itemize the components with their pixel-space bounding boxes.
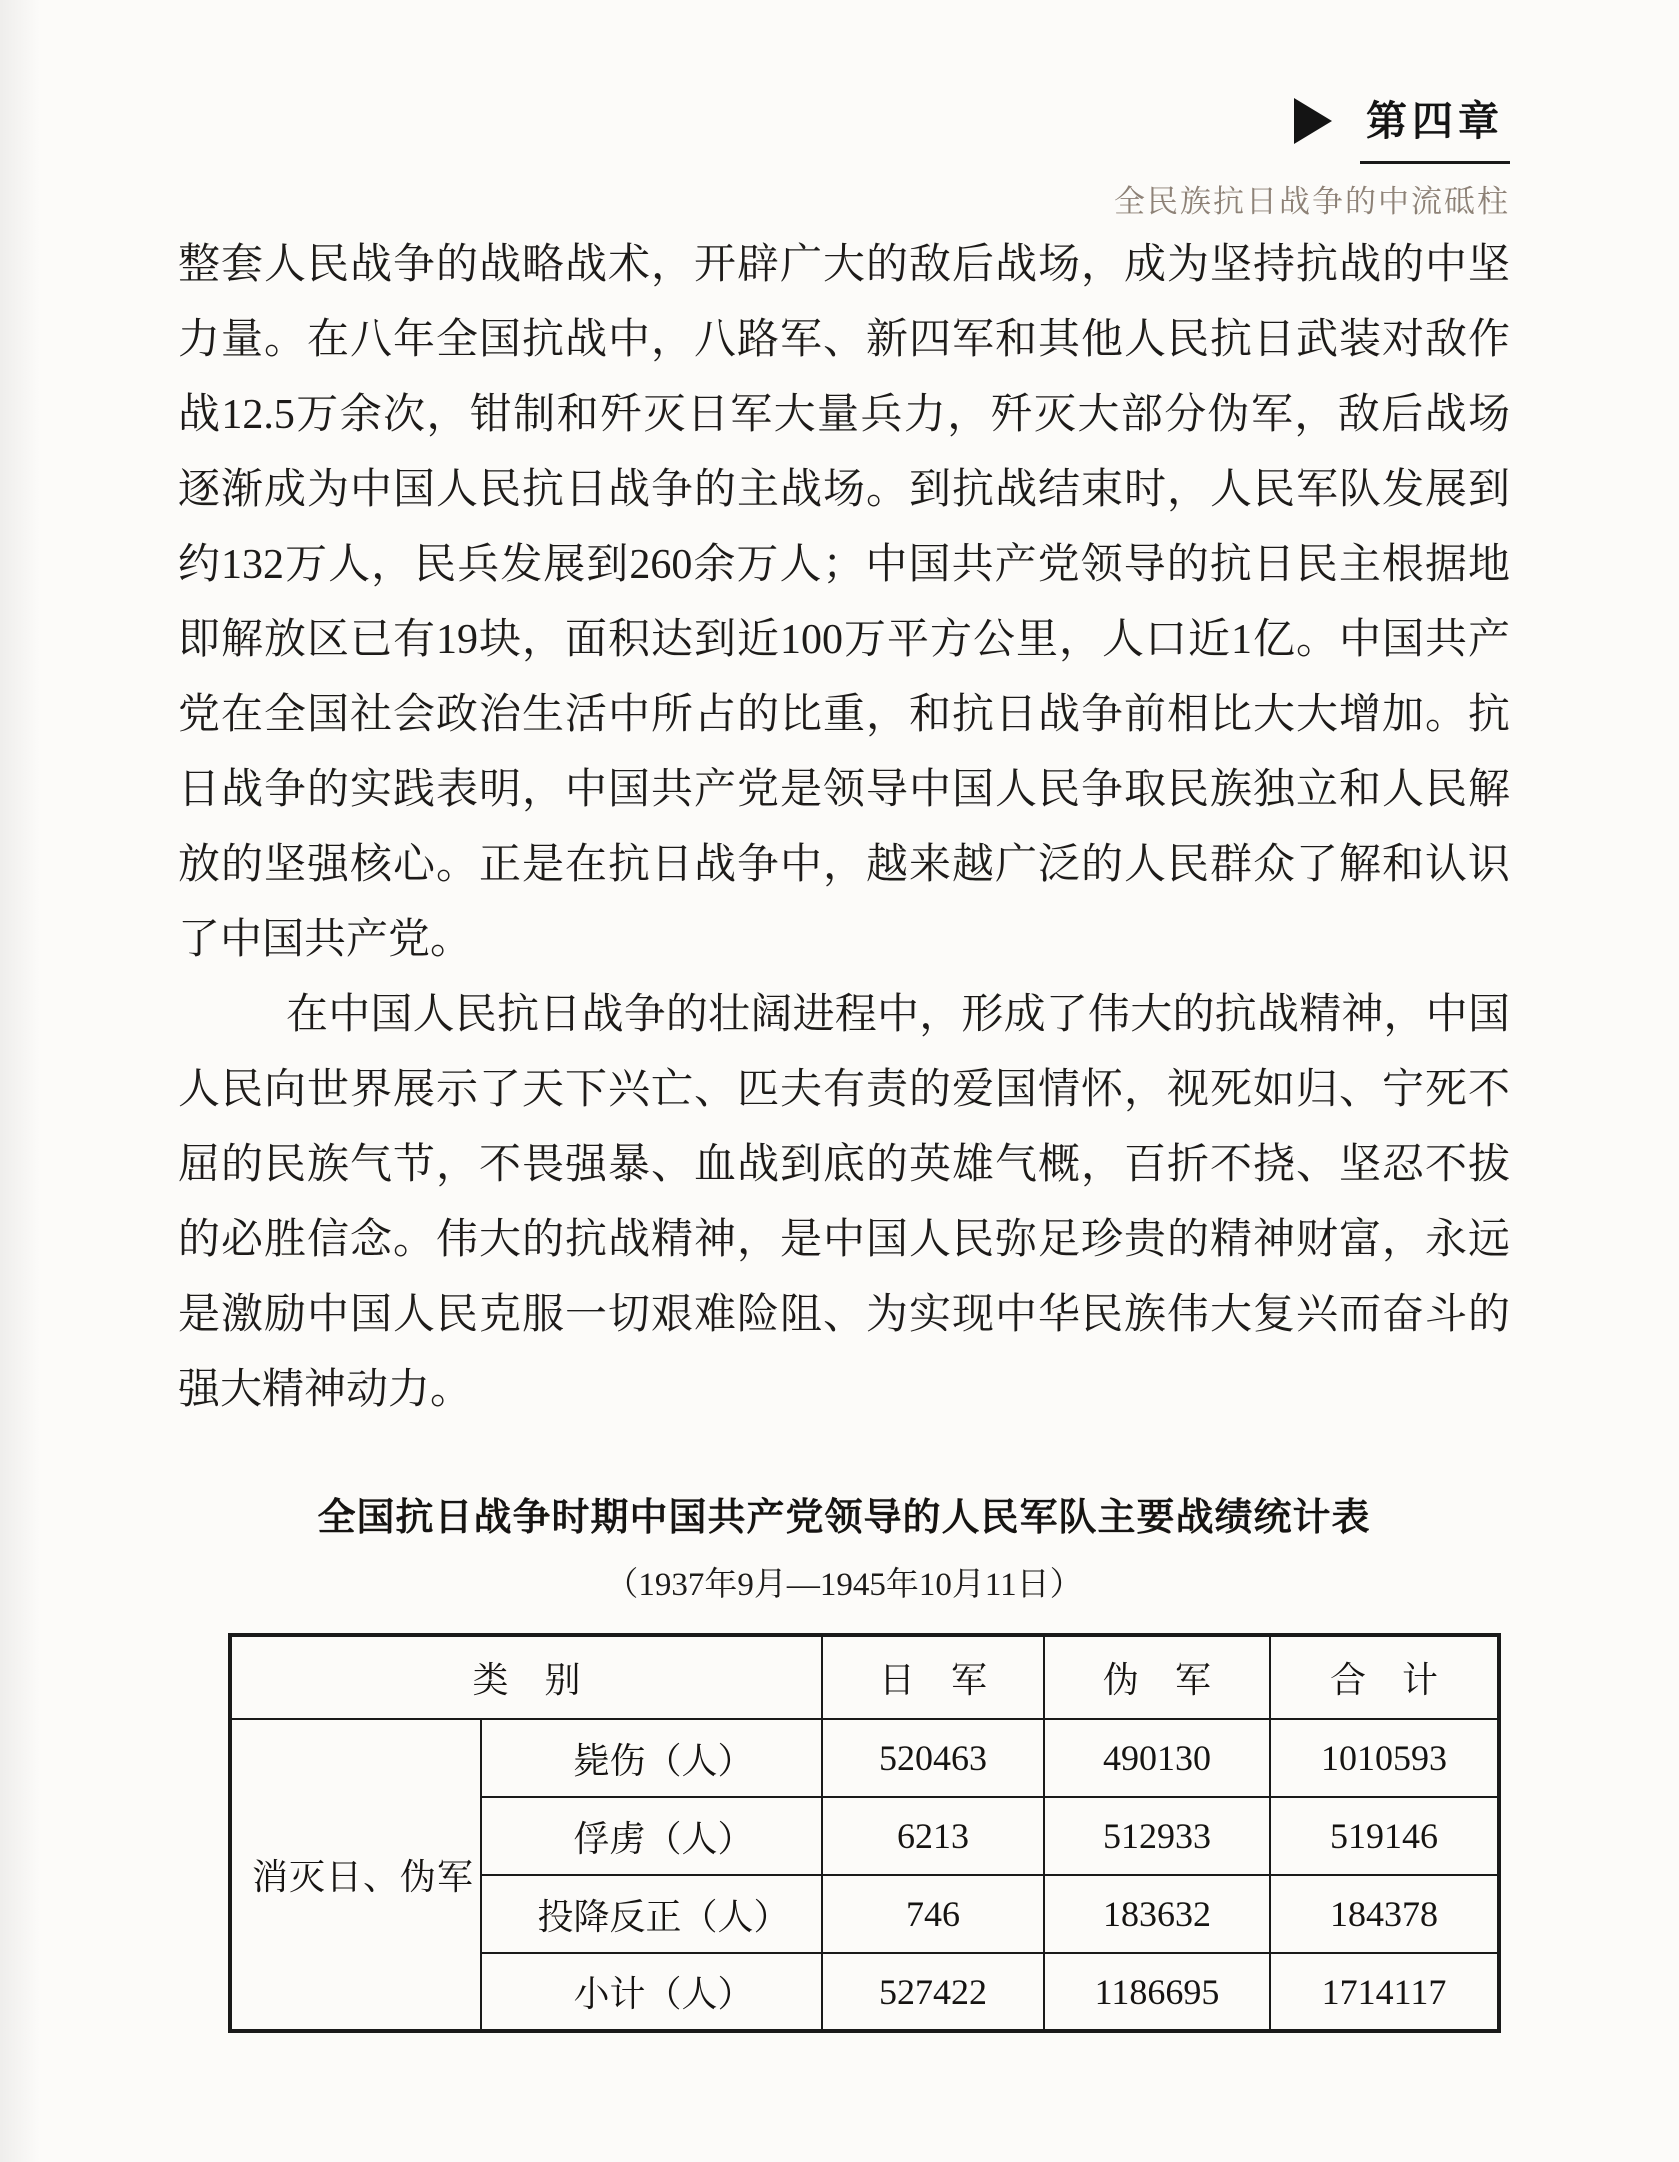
row-group-label: 消灭日、伪军: [230, 1719, 481, 2031]
cell-value: 512933: [1044, 1797, 1270, 1875]
header-cell-category: 类 别: [230, 1635, 822, 1719]
row-label: 俘虏（人）: [481, 1797, 822, 1875]
cell-value: 746: [822, 1875, 1044, 1953]
chapter-header: [1114, 88, 1510, 221]
cell-value: 519146: [1270, 1797, 1499, 1875]
paragraph-2: 在中国人民抗日战争的壮阔进程中，形成了伟大的抗战精神，中国人民向世界展示了天下兴亡、匹夫有责的爱国情怀，视死如归、宁死不屈的民族气节，不畏强暴、血战到底的英雄气概，百折不挠、坚忍不拔的必胜信念。伟大的抗战精神，是中国人民弥足珍贵的精神财富，永远是激励中国人民克服一切艰难险阻、为实现中华民族伟大复兴而奋斗的强大精神动力。: [178, 992, 1510, 1413]
cell-value: 1186695: [1044, 1953, 1270, 2031]
chapter-row: [1114, 88, 1510, 164]
chapter-arrow-icon: [1294, 98, 1332, 144]
header-cell-total: 合 计: [1270, 1635, 1499, 1719]
statistics-table: [228, 1633, 1501, 2033]
table-title: 全国抗日战争时期中国共产党领导的人民军队主要战绩统计表: [317, 1497, 1371, 1539]
body-text: [178, 228, 1510, 1428]
scan-edge-shading: [0, 0, 40, 2162]
cell-value: 520463: [822, 1719, 1044, 1797]
cell-value: 6213: [822, 1797, 1044, 1875]
cell-value: 490130: [1044, 1719, 1270, 1797]
row-label: 毙伤（人）: [481, 1719, 822, 1797]
row-label: 小计（人）: [481, 1953, 822, 2031]
cell-value: 184378: [1270, 1875, 1499, 1953]
paragraph-1: 整套人民战争的战略战术，开辟广大的敌后战场，成为坚持抗战的中坚力量。在八年全国抗战中，八路军、新四军和其他人民抗日武装对敌作战12.5万余次，钳制和歼灭日军大量兵力，歼灭大部分伪军，敌后战场逐渐成为中国人民抗日战争的主战场。到抗战结束时，人民军队发展到约132万人，民兵发展到260余万人；中国共产党领导的抗日民主根据地即解放区已有19块，面积达到近100万平方公里，人口近1亿。中国共产党在全国社会政治生活中所占的比重，和抗日战争前相比大大增加。抗日战争的实践表明，中国共产党是领导中国人民争取民族独立和人民解放的坚强核心。正是在抗日战争中，越来越广泛的人民群众了解和认识了中国共产党。: [178, 242, 1510, 963]
cell-value: 1010593: [1270, 1719, 1499, 1797]
header-cell-puppet-army: 伪 军: [1044, 1635, 1270, 1719]
cell-value: 183632: [1044, 1875, 1270, 1953]
chapter-label: 第四章: [1360, 88, 1510, 164]
table-header-row: [230, 1635, 1499, 1719]
cell-value: 527422: [822, 1953, 1044, 2031]
row-label: 投降反正（人）: [481, 1875, 822, 1953]
table-row: [230, 1719, 1499, 1797]
chapter-subtitle: 全民族抗日战争的中流砥柱: [1114, 184, 1510, 219]
header-cell-japanese-army: 日 军: [822, 1635, 1044, 1719]
table-date-range: （1937年9月—1945年10月11日）: [605, 1567, 1083, 1603]
cell-value: 1714117: [1270, 1953, 1499, 2031]
